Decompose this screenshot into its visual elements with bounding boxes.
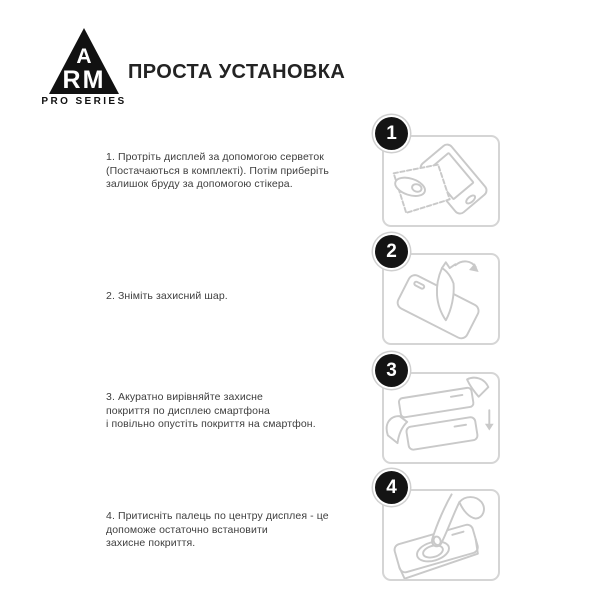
step-4-line-1: 4. Притисніть палець по центру дисплея - це — [106, 510, 329, 522]
step-3-number-badge: 3 — [375, 354, 408, 387]
step-3-line-2: покриття по дисплею смартфона — [106, 404, 270, 417]
wipe-phone-with-cloth-icon — [384, 137, 498, 225]
arm-triangle-logo-icon — [49, 28, 119, 94]
step-3-illustration-box — [382, 359, 500, 464]
step-4-illustration-box — [382, 476, 500, 581]
step-2-line-1: 2. Зніміть захисний шар. — [106, 290, 228, 302]
page-title: ПРОСТА УСТАНОВКА — [128, 61, 346, 83]
step-1-illustration-box — [382, 122, 500, 227]
step-4-line-2: допоможе остаточно встановити — [106, 523, 268, 536]
logo-subtitle: PRO SERIES — [41, 96, 127, 107]
align-glass-over-phone-icon — [384, 374, 498, 462]
step-1-line-3: залишок бруду за допомогою стікера. — [106, 178, 293, 190]
step-1-text — [106, 151, 386, 192]
step-4-line-3: захисне покриття. — [106, 537, 196, 549]
step-3-line-1: 3. Акуратно вирівняйте захисне — [106, 391, 263, 403]
step-3-line-3: і повільно опустіть покриття на смартфон. — [106, 418, 316, 430]
step-4-number-badge: 4 — [375, 471, 408, 504]
step-1-number-badge: 1 — [375, 117, 408, 150]
peel-protective-film-icon — [384, 255, 498, 343]
step-1-line-2: (Постачаються в комплекті). Потім приберіть — [106, 164, 329, 177]
step-4-text — [106, 510, 386, 551]
press-finger-center-icon — [384, 491, 498, 579]
arm-pro-series-logo — [28, 28, 140, 107]
step-2-number-badge: 2 — [375, 235, 408, 268]
step-2-text — [106, 290, 386, 304]
step-2-illustration-box — [382, 240, 500, 345]
logo-letters-rm: RM — [62, 66, 106, 94]
step-3-text — [106, 391, 386, 432]
step-1-line-1: 1. Протріть дисплей за допомогою серветок — [106, 151, 324, 163]
logo-letter-a: A — [76, 45, 92, 68]
